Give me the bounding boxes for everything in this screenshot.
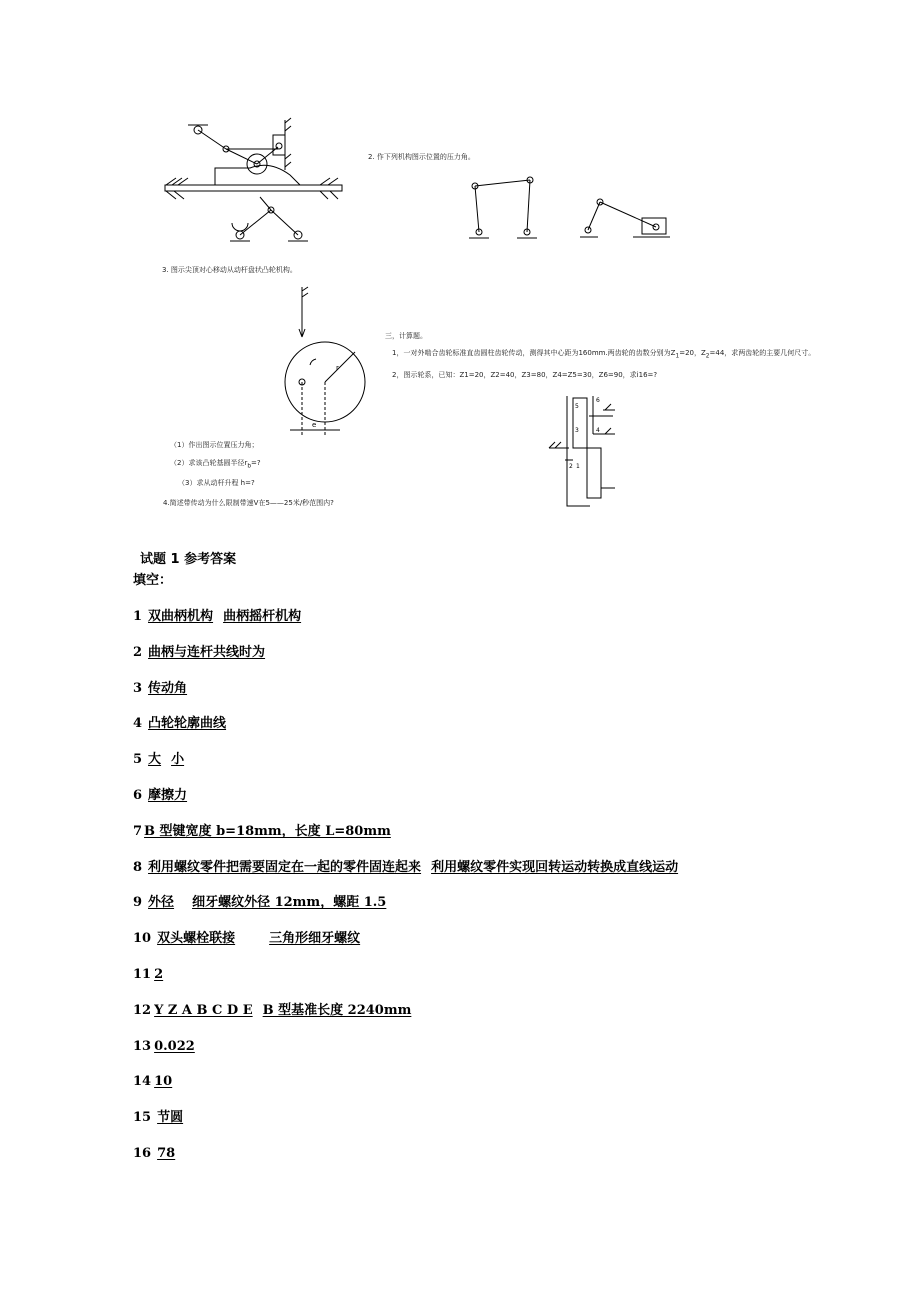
answer-row-2: [133, 642, 893, 678]
calc-1-part-c: =44，求两齿轮的主要几何尺寸。: [709, 349, 816, 357]
answer-num: 16: [133, 1145, 152, 1161]
answer-part: 曲柄与连杆共线时为: [148, 644, 266, 660]
answer-row-15: [133, 1107, 893, 1143]
answer-row-9: [133, 892, 893, 928]
answer-part: 节圆: [157, 1110, 184, 1126]
four-bar-linkage-figure: [465, 172, 545, 242]
question-3-sub1: （1）作出图示位置压力角；: [170, 441, 259, 449]
answer-title: 试题 1 参考答案: [140, 552, 237, 567]
answer-row-10: [133, 928, 893, 964]
gear-label-6: 6: [596, 397, 600, 404]
answer-part: 摩擦力: [148, 787, 188, 803]
question-2-label: 2. 作下列机构图示位置的压力角。: [368, 153, 475, 161]
gear-label-1: 1: [576, 463, 580, 470]
gear-label-3: 3: [575, 427, 579, 434]
answer-part: 利用螺纹零件实现回转运动转换成直线运动: [431, 859, 679, 875]
answer-num: 10: [133, 931, 152, 947]
answer-row-5: [133, 749, 893, 785]
cam-r-label: r: [336, 364, 339, 372]
answer-num: 7: [133, 823, 143, 839]
question-3-label: 3. 图示尖顶对心移动从动杆盘状凸轮机构。: [162, 266, 297, 274]
answer-row-13: [133, 1036, 893, 1072]
answer-row-7: [133, 821, 893, 857]
calc-2-text: 2，图示轮系，已知：Z1=20，Z2=40，Z3=80，Z4=Z5=30，Z6=90，求i16=?: [392, 371, 658, 379]
question-3-sub2-end: =?: [251, 459, 261, 467]
answer-row-14: [133, 1071, 893, 1107]
answer-part: 0.022: [154, 1038, 195, 1054]
answer-part: 细牙螺纹外径 12mm，螺距 1.5: [192, 895, 387, 911]
answer-row-16: [133, 1143, 893, 1179]
calc-1-part-a: 1，一对外啮合齿轮标准直齿圆柱齿轮传动，测得其中心距为160mm.两齿轮的齿数分别为Z: [392, 349, 676, 357]
answer-part: 2: [154, 966, 164, 982]
answer-num: 11: [133, 966, 152, 982]
calc-1-part-b: =20，Z: [679, 349, 706, 357]
answer-part: 凸轮轮廓曲线: [148, 716, 227, 732]
answer-row-1: [133, 606, 893, 642]
answer-part: B 型基准长度 2240mm: [262, 1002, 412, 1018]
question-3-sub2-text: （2）求该凸轮基圆半径r: [170, 459, 248, 467]
answer-part: 利用螺纹零件把需要固定在一起的零件固连起来: [148, 859, 422, 875]
answer-row-12: [133, 1000, 893, 1036]
answer-row-8: [133, 857, 893, 893]
answer-row-6: [133, 785, 893, 821]
calc-1-sub1: 1: [675, 353, 680, 360]
answer-part: 外径: [148, 895, 175, 911]
answer-num: 13: [133, 1038, 152, 1054]
answer-num: 1: [133, 609, 143, 624]
answer-row-4: [133, 713, 893, 749]
cam-e-label: e: [312, 421, 317, 429]
answer-part: Y Z A B C D E: [154, 1002, 253, 1018]
answer-num: 12: [133, 1002, 152, 1018]
gear-label-4: 4: [596, 427, 600, 434]
answer-part: 10: [154, 1074, 173, 1090]
question-3-sub3: （3）求从动杆升程 h=?: [178, 479, 255, 487]
answer-part: B 型键宽度 b=18mm，长度 L=80mm: [144, 823, 391, 839]
question-3-sub2-subscript: b: [247, 463, 252, 470]
answer-part: 三角形细牙螺纹: [269, 931, 361, 947]
question-3-sub2: [170, 458, 261, 469]
section-3-title: 三，计算题。: [385, 332, 427, 340]
gear-label-5: 5: [575, 403, 579, 410]
answer-num: 3: [133, 680, 143, 696]
answer-num: 6: [133, 787, 143, 803]
linkage-mechanism-figure: [160, 115, 350, 250]
calc-1-sub2: 2: [705, 353, 710, 360]
answer-num: 8: [133, 859, 143, 875]
answer-subtitle: 填空：: [133, 573, 173, 588]
answer-part: 传动角: [148, 680, 188, 696]
cam-figure: [280, 285, 380, 440]
slider-crank-figure: [578, 190, 673, 245]
answer-part: 曲柄摇杆机构: [223, 609, 302, 624]
answer-num: 4: [133, 716, 143, 732]
answer-part: 小: [171, 752, 185, 768]
answer-part: 双头螺栓联接: [157, 931, 236, 947]
answer-num: 15: [133, 1110, 152, 1126]
answer-part: 大: [148, 752, 162, 768]
answer-num: 2: [133, 644, 143, 660]
answer-section: [133, 548, 893, 1179]
calc-1-text: [392, 348, 815, 359]
answer-row-3: [133, 678, 893, 714]
answer-num: 5: [133, 752, 143, 768]
answer-num: 14: [133, 1074, 152, 1090]
gear-label-2: 2: [569, 463, 573, 470]
answer-row-11: [133, 964, 893, 1000]
question-4-label: 4.简述带传动为什么限制带速V在5——25米/秒范围内?: [163, 499, 334, 507]
answer-num: 9: [133, 895, 143, 911]
answer-part: 双曲柄机构: [148, 609, 214, 624]
gear-train-figure: [545, 388, 635, 513]
answer-part: 78: [157, 1145, 176, 1161]
